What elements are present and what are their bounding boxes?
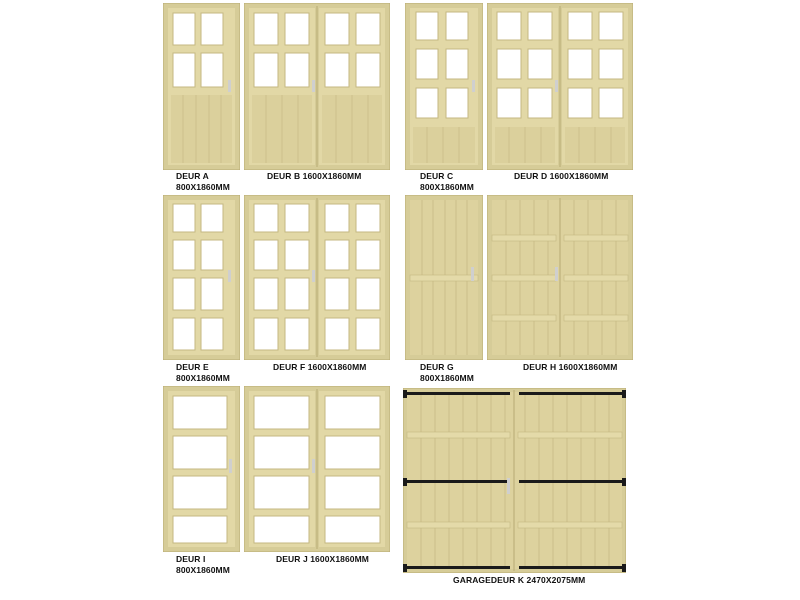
door-j-label xyxy=(276,554,369,565)
door-g-image xyxy=(405,195,483,360)
door-i-size: 800X1860MM xyxy=(176,565,230,575)
door-i-label xyxy=(176,554,230,576)
door-b-name: DEUR B 1600X1860MM xyxy=(267,171,362,181)
door-f-name: DEUR F 1600X1860MM xyxy=(273,362,367,372)
door-e-drawing xyxy=(163,195,240,360)
garage-door-k-image xyxy=(403,388,626,573)
door-g-drawing xyxy=(405,195,483,360)
door-a-label xyxy=(176,171,230,193)
garage-door-k-label xyxy=(453,575,585,586)
door-h-image xyxy=(487,195,633,360)
door-c-image xyxy=(405,3,483,170)
door-j-name: DEUR J 1600X1860MM xyxy=(276,554,369,564)
door-c-drawing xyxy=(405,3,483,170)
door-b-image xyxy=(244,3,390,170)
door-h-label xyxy=(523,362,617,373)
door-c-name: DEUR C xyxy=(420,171,454,181)
door-d-name: DEUR D 1600X1860MM xyxy=(514,171,609,181)
door-f-drawing xyxy=(244,195,390,360)
door-g-label xyxy=(420,362,474,384)
garage-door-k-drawing xyxy=(403,388,626,573)
door-i-name: DEUR I xyxy=(176,554,206,564)
door-e-label xyxy=(176,362,230,384)
door-j-drawing xyxy=(244,386,390,552)
door-g-name: DEUR G xyxy=(420,362,454,372)
door-d-label xyxy=(514,171,608,182)
door-d-drawing xyxy=(487,3,633,170)
door-g-size: 800X1860MM xyxy=(420,373,474,383)
door-a-name: DEUR A xyxy=(176,171,209,181)
door-c-label xyxy=(420,171,474,193)
door-b-label xyxy=(267,171,361,182)
door-h-drawing xyxy=(487,195,633,360)
door-b-drawing xyxy=(244,3,390,170)
door-j-image xyxy=(244,386,390,552)
garage-door-k-name: GARAGEDEUR K 2470X2075MM xyxy=(453,575,586,585)
door-a-drawing xyxy=(163,3,240,170)
door-e-name: DEUR E xyxy=(176,362,209,372)
door-c-size: 800X1860MM xyxy=(420,182,474,192)
door-f-label xyxy=(273,362,366,373)
door-d-image xyxy=(487,3,633,170)
door-h-name: DEUR H 1600X1860MM xyxy=(523,362,618,372)
door-e-size: 800X1860MM xyxy=(176,373,230,383)
door-a-size: 800X1860MM xyxy=(176,182,230,192)
door-i-drawing xyxy=(163,386,240,552)
door-f-image xyxy=(244,195,390,360)
door-a-image xyxy=(163,3,240,170)
door-i-image xyxy=(163,386,240,552)
door-e-image xyxy=(163,195,240,360)
